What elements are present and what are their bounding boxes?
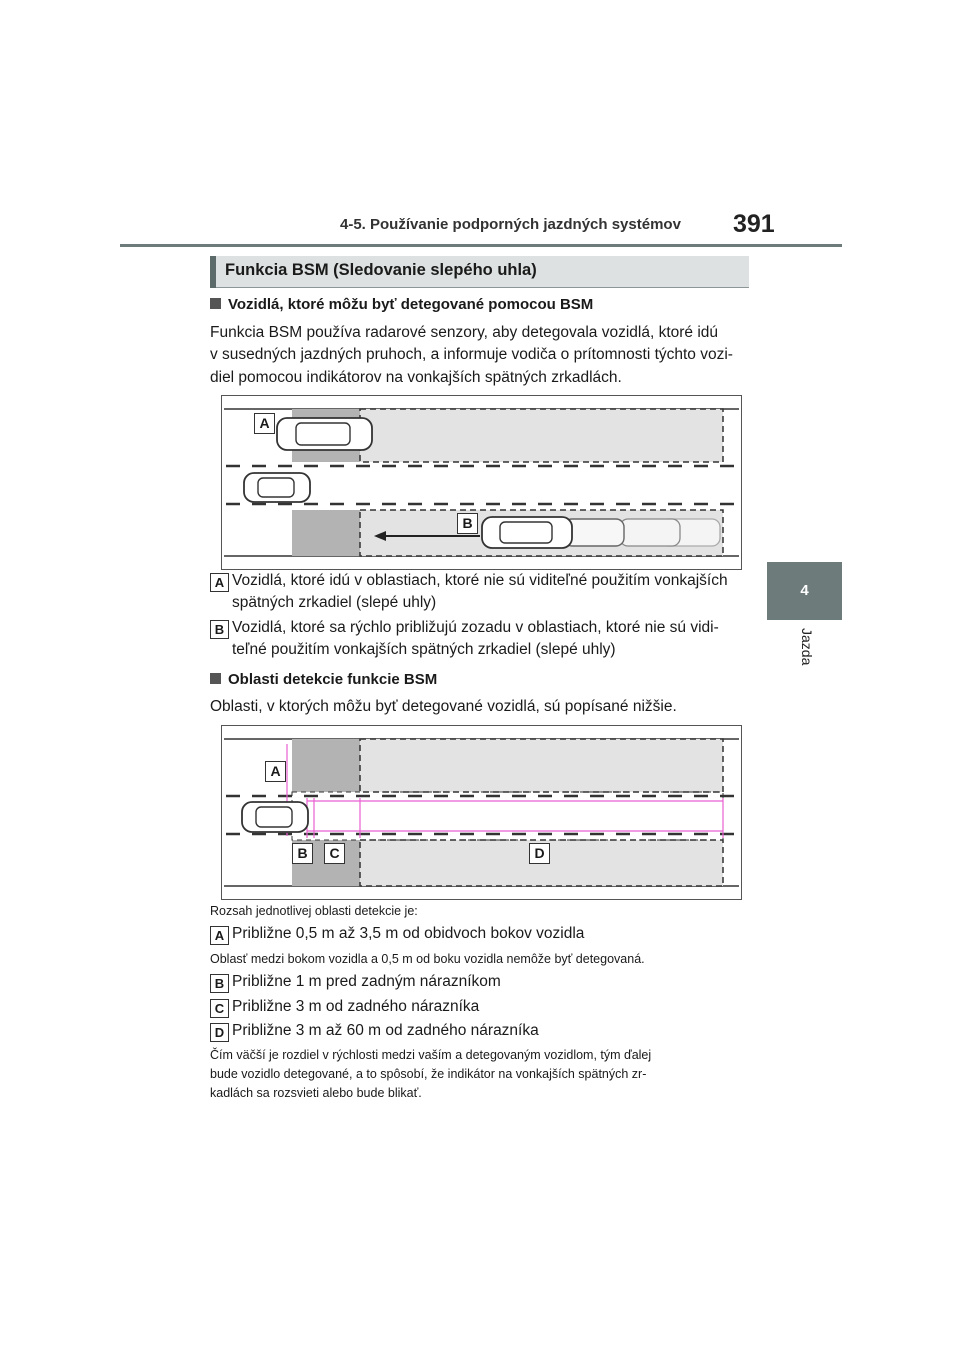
header-rule	[120, 244, 842, 247]
range-key-c: C	[210, 999, 229, 1018]
own-car-icon	[242, 802, 308, 832]
chapter-tab: 4	[767, 562, 842, 620]
diagram-tag-b: B	[457, 513, 478, 534]
diagram-detection-areas	[221, 725, 742, 900]
road-illustration-1	[222, 396, 741, 569]
note-speed-difference: Čím väčší je rozdiel v rýchlosti medzi vaším a detegovaným vozidlom, tým ďalej bude vozidlo detegované, a to spôsobí, že indikátor na vonkajších spätných zr- kadlách sa rozsvieti alebo bude blikať.	[210, 1048, 652, 1100]
square-bullet-icon	[210, 673, 221, 684]
range-key-a: A	[210, 926, 229, 945]
range-intro: Rozsah jednotlivej oblasti detekcie je:	[210, 904, 418, 918]
range-text-c: Približne 3 m od zadného nárazníka	[232, 998, 480, 1015]
range-text-d: Približne 3 m až 60 m od zadného nárazníka	[232, 1022, 539, 1039]
intro-paragraph: Funkcia BSM používa radarové senzory, aby detegovala vozidlá, ktoré idú v susedných jazdných pruhoch, a informuje vodiča o prítomnosti týchto vozi- diel pomocou indikátorov na vonkajších spätných zrkadlách.	[210, 324, 733, 386]
range-text-a: Približne 0,5 m až 3,5 m od obidvoch bokov vozidla	[232, 925, 585, 942]
page-number: 391	[733, 210, 775, 238]
range-key-b: B	[210, 974, 229, 993]
chapter-label: Jazda	[799, 628, 815, 666]
diagram-tag-d: D	[529, 843, 550, 864]
section-heading-bar	[210, 256, 216, 288]
diagram-tag-c: C	[324, 843, 345, 864]
diagram-detected-vehicles	[221, 395, 742, 570]
road-illustration-2	[222, 726, 741, 899]
car-icon	[277, 418, 372, 450]
subheading-detection-areas: Oblasti detekcie funkcie BSM	[210, 671, 437, 688]
own-car-icon	[244, 473, 310, 502]
legend-key-b: B	[210, 620, 229, 639]
legend-text-b: Vozidlá, ktoré sa rýchlo približujú zozadu v oblastiach, ktoré nie sú vidi- teľné použitím vonkajších spätných zrkadiel (slepé uhly)	[232, 619, 719, 659]
section-title: Funkcia BSM (Sledovanie slepého uhla)	[225, 261, 537, 279]
note-area-a: Oblasť medzi bokom vozidla a 0,5 m od boku vozidla nemôže byť detegovaná.	[210, 952, 645, 966]
legend-key-a: A	[210, 573, 229, 592]
diagram-tag-b: B	[292, 843, 313, 864]
range-key-d: D	[210, 1023, 229, 1042]
diagram-tag-a: A	[265, 761, 286, 782]
range-text-b: Približne 1 m pred zadným nárazníkom	[232, 973, 501, 990]
approaching-car-icon	[482, 517, 720, 548]
subheading-detected-vehicles: Vozidlá, ktoré môžu byť detegované pomocou BSM	[210, 296, 593, 313]
areas-paragraph: Oblasti, v ktorých môžu byť detegované vozidlá, sú popísané nižšie.	[210, 698, 677, 715]
legend-text-a: Vozidlá, ktoré idú v oblastiach, ktoré nie sú viditeľné použitím vonkajších spätných zrkadiel (slepé uhly)	[232, 572, 728, 612]
running-header: 4-5. Používanie podporných jazdných systémov	[340, 216, 681, 233]
square-bullet-icon	[210, 298, 221, 309]
diagram-tag-a: A	[254, 413, 275, 434]
